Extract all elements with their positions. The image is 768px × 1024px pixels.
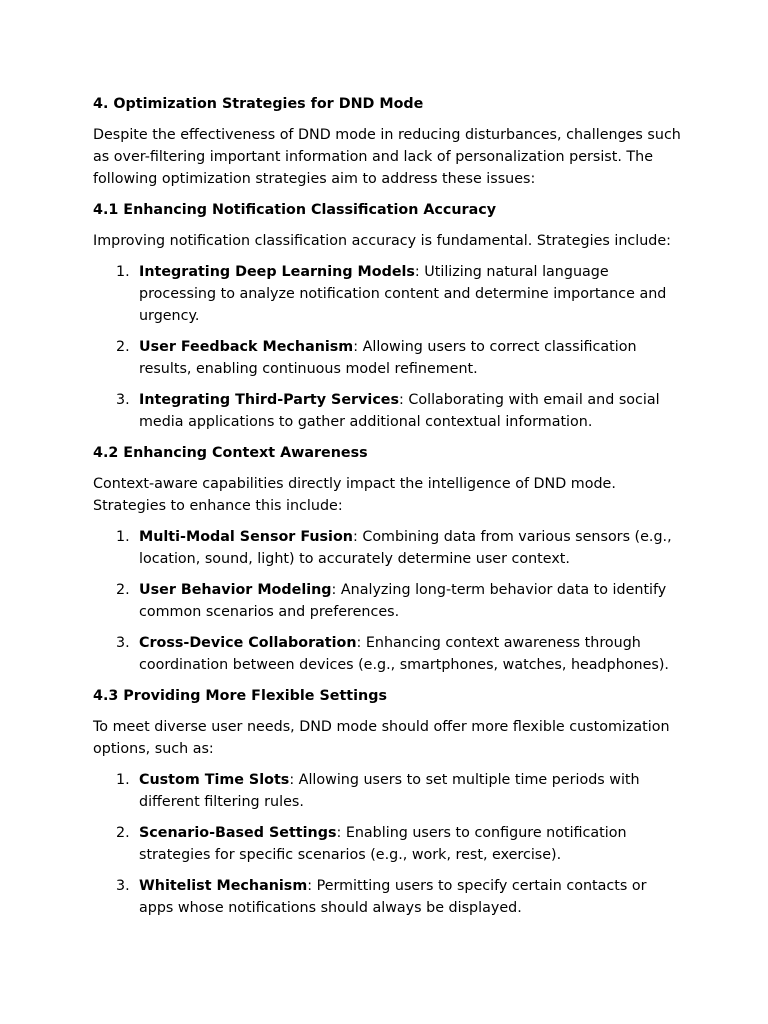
list-desc: : Utilizing natural language processing to analyze notification content and determine importance and urgency. [139,264,667,324]
strategy-list-4-2 [93,526,683,676]
strategy-list-4-1 [93,261,683,433]
list-desc: : Collaborating with email and social media applications to gather additional contextual information. [139,392,660,430]
list-number: 1. [116,264,130,280]
section-title: 4. Optimization Strategies for DND Mode [93,96,424,112]
subsection-intro-4-3: To meet diverse user needs, DND mode should offer more flexible customization options, such as: [93,719,670,757]
list-term: User Behavior Modeling [139,582,332,598]
list-desc: : Allowing users to correct classification results, enabling continuous model refinement. [139,339,637,377]
list-desc: : Enhancing context awareness through coordination between devices (e.g., smartphones, watches, headphones). [139,635,669,673]
subsection-heading-4-2: 4.2 Enhancing Context Awareness [93,445,368,461]
list-number: 2. [116,582,130,598]
list-item [93,389,683,433]
list-item [93,336,683,380]
list-item [93,822,683,866]
list-number: 1. [116,529,130,545]
list-term: Cross-Device Collaboration [139,635,357,651]
list-number: 3. [116,878,130,894]
list-item [93,261,683,327]
subsection-heading-4-1: 4.1 Enhancing Notification Classification Accuracy [93,202,497,218]
list-desc: : Enabling users to configure notification strategies for specific scenarios (e.g., work, rest, exercise). [139,825,627,863]
section-intro: Despite the effectiveness of DND mode in reducing disturbances, challenges such as over-filtering important information and lack of personalization persist. The following optimization strategies aim to address these issues: [93,127,681,187]
list-desc: : Combining data from various sensors (e.g., location, sound, light) to accurately determine user context. [139,529,672,567]
list-term: Integrating Deep Learning Models [139,264,415,280]
list-item [93,579,683,623]
list-item [93,526,683,570]
list-desc: : Allowing users to set multiple time periods with different filtering rules. [139,772,640,810]
list-term: Custom Time Slots [139,772,290,788]
list-term: Integrating Third-Party Services [139,392,400,408]
subsection-heading-4-3: 4.3 Providing More Flexible Settings [93,688,387,704]
list-number: 3. [116,392,130,408]
document-page [93,93,683,928]
list-item [93,632,683,676]
list-term: Whitelist Mechanism [139,878,308,894]
list-term: Scenario-Based Settings [139,825,337,841]
list-desc: : Analyzing long-term behavior data to identify common scenarios and preferences. [139,582,667,620]
list-item [93,875,683,919]
list-desc: : Permitting users to specify certain contacts or apps whose notifications should always be displayed. [139,878,647,916]
list-term: Multi-Modal Sensor Fusion [139,529,353,545]
list-number: 1. [116,772,130,788]
subsection-intro-4-1: Improving notification classification accuracy is fundamental. Strategies include: [93,233,671,249]
list-number: 3. [116,635,130,651]
strategy-list-4-3 [93,769,683,919]
list-term: User Feedback Mechanism [139,339,354,355]
list-number: 2. [116,825,130,841]
subsection-intro-4-2: Context-aware capabilities directly impact the intelligence of DND mode. Strategies to enhance this include: [93,476,616,514]
list-number: 2. [116,339,130,355]
list-item [93,769,683,813]
